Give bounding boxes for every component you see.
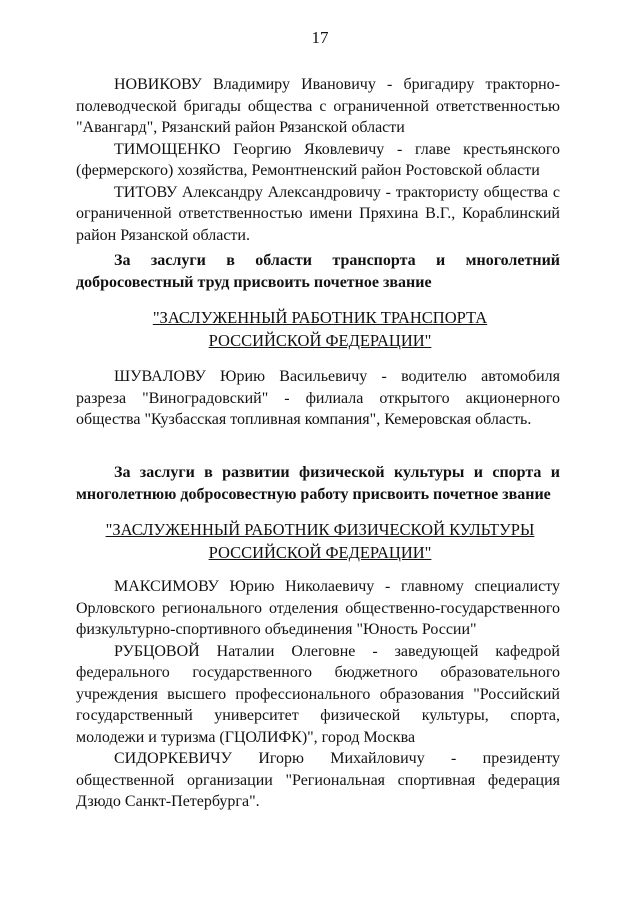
award-list-agriculture <box>76 74 560 246</box>
decree-heading: За заслуги в развитии физической культуры и спорта и многолетнюю добросовестную работу присвоить почетное звание <box>76 464 560 503</box>
page-number: 17 <box>311 28 329 47</box>
award-entry: ТИТОВУ Александру Александровичу - трактористу общества с ограниченной ответственностью имени Пряхина В.Г., Кораблинский район Рязанской области. <box>76 183 560 244</box>
award-entry: ШУВАЛОВУ Юрию Васильевичу - водителю автомобиля разреза "Виноградовский" - филиала открытого акционерного общества "Кузбасская топливная компания", Кемеровская область. <box>76 368 560 428</box>
award-entry: МАКСИМОВУ Юрию Николаевичу - главному специалисту Орловского регионального отделения общественно-государственного физкультурно-спортивного объединения "Юность России" <box>76 578 560 638</box>
award-list-transport <box>76 366 560 431</box>
award-entry: ТИМОЩЕНКО Георгию Яковлевичу - главе крестьянского (фермерского) хозяйства, Ремонтненский район Ростовской области <box>76 140 560 179</box>
title-line: РОССИЙСКОЙ ФЕДЕРАЦИИ" <box>208 543 432 562</box>
title-line: "ЗАСЛУЖЕННЫЙ РАБОТНИК ФИЗИЧЕСКОЙ КУЛЬТУРЫ <box>105 520 535 539</box>
honorary-title-transport <box>0 306 640 352</box>
award-entry: РУБЦОВОЙ Наталии Олеговне - заведующей кафедрой федерального государственного бюджетного образовательного учреждения высшего профессионального образования "Российский государственный университет физической культуры, спорта, молодежи и туризма (ГЦОЛИФК)", город Москва <box>76 642 560 746</box>
honorary-title-sport <box>0 518 640 564</box>
award-list-sport <box>76 576 560 813</box>
title-line: "ЗАСЛУЖЕННЫЙ РАБОТНИК ТРАНСПОРТА <box>152 308 488 327</box>
decree-heading: За заслуги в области транспорта и многолетний добросовестный труд присвоить почетное звание <box>76 252 560 291</box>
award-entry: СИДОРКЕВИЧУ Игорю Михайловичу - президенту общественной организации "Региональная спортивная федерация Дзюдо Санкт-Петербурга". <box>76 750 560 810</box>
title-line: РОССИЙСКОЙ ФЕДЕРАЦИИ" <box>208 331 432 350</box>
section-heading-transport <box>76 250 560 293</box>
award-entry: НОВИКОВУ Владимиру Ивановичу - бригадиру тракторно-полеводческой бригады общества с ограниченной ответственностью "Авангард", Рязанский район Рязанской области <box>76 76 560 136</box>
section-heading-sport <box>76 462 560 505</box>
